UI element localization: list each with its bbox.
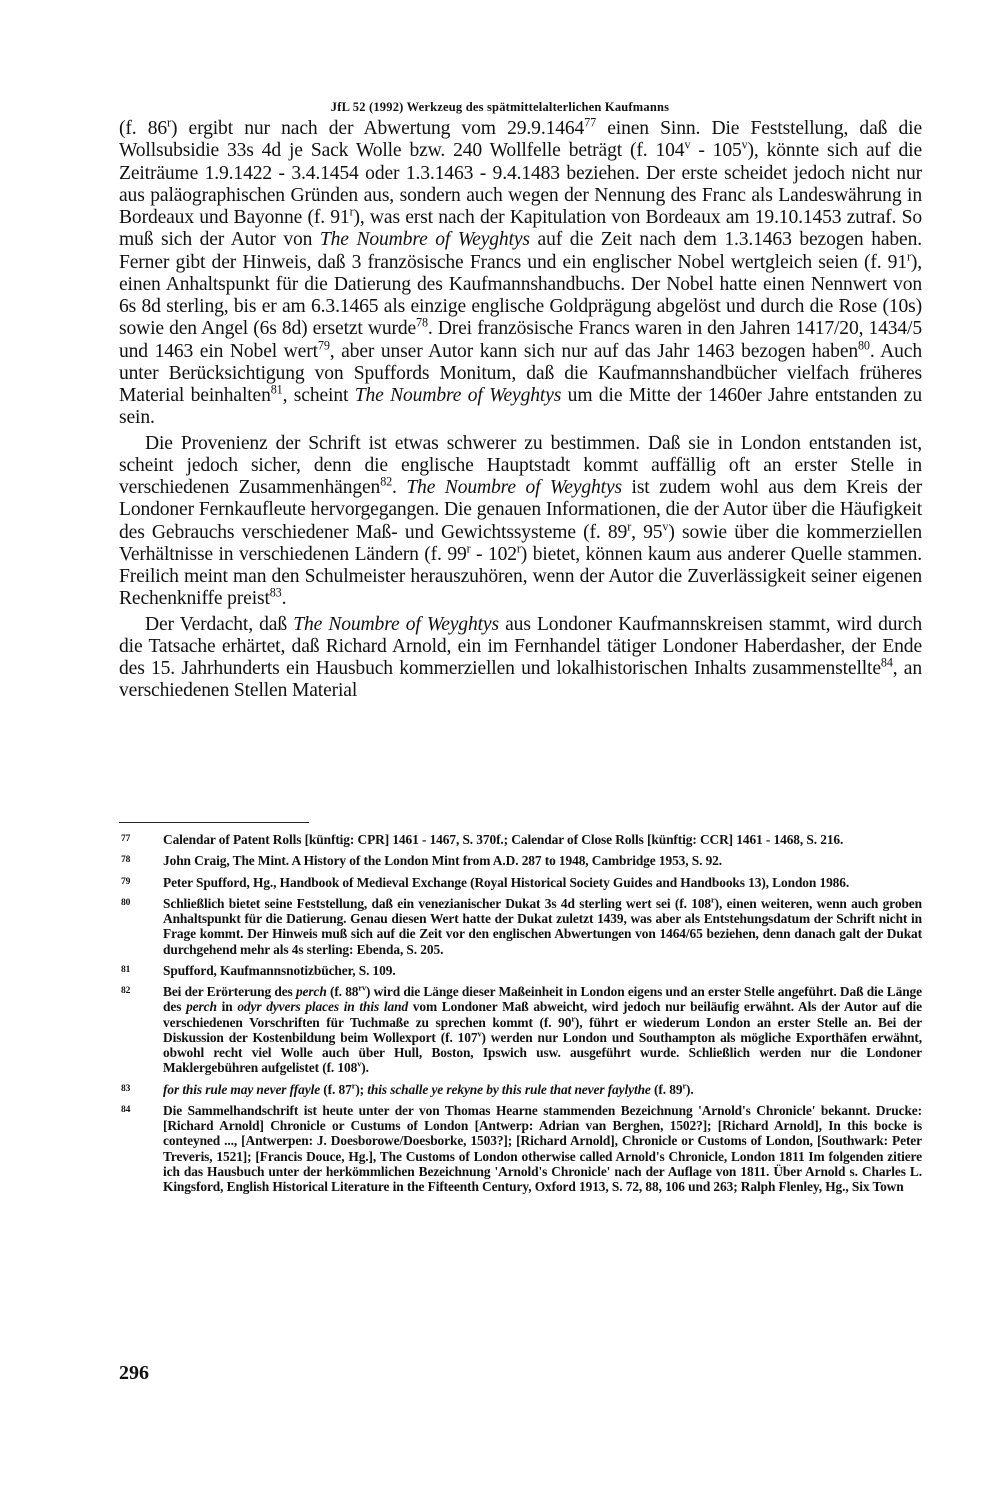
paragraph xyxy=(119,433,922,611)
text-run: ) ergibt nur nach der Abwertung vom 29.9.1464 xyxy=(170,118,585,139)
text-run: ). xyxy=(361,1060,369,1076)
text-run: Schließlich bietet seine Feststellung, daß ein venezianischer Dukat 3s 4d sterling wert sei (f. 108 xyxy=(163,895,712,911)
superscript: r xyxy=(627,518,632,533)
superscript: r xyxy=(571,1014,575,1024)
text-run: (f. 87 xyxy=(320,1081,352,1097)
superscript: v xyxy=(662,518,669,533)
footnote-text xyxy=(163,875,922,890)
text-run: . Drei französische Francs waren in den Jahren 1417/20, 1434/5 und 1463 ein Nobel wert xyxy=(119,318,922,362)
superscript: r xyxy=(349,204,354,219)
footnote xyxy=(119,963,922,978)
text-run: . xyxy=(281,588,287,610)
superscript: 84 xyxy=(880,655,893,670)
footnote xyxy=(119,853,922,868)
text-run: ), könnte sich auf die Zeiträume 1.9.1422 - 3.4.1454 oder 1.3.1463 - 9.4.1483 beziehen. Der erste scheidet jedoch nicht nur aus paläographischen Gründen aus, sondern auch wegen der Nennung des Franc als Landeswährung in Bordeaux und Bayonne (f. 91 xyxy=(119,140,923,228)
footnote-text xyxy=(163,963,922,978)
footnote xyxy=(119,832,922,847)
text-run: ), was erst nach der Kapitulation von Bordeaux am 19.10.1453 zutraf. So muß sich der Autor von xyxy=(119,207,922,251)
superscript: r xyxy=(516,541,521,556)
italic-text: The Noumbre of Weyghtys xyxy=(293,613,499,635)
footnote-number: 77 xyxy=(121,834,131,844)
superscript: 78 xyxy=(416,315,428,330)
italic-text: The Noumbre of Weyghtys xyxy=(406,477,622,498)
superscript: r xyxy=(351,1081,356,1091)
superscript: r xyxy=(466,541,471,556)
paragraph xyxy=(119,614,922,703)
italic-text: odyr dyvers places in this land xyxy=(237,999,409,1015)
text-run: ) bietet, können kaum aus anderer Quelle stammen. Freilich meint man den Schulmeister herauszuhören, wenn der Autor die Zuverlässigkeit seiner eigenen Rechenkniffe preist xyxy=(119,543,922,610)
footnote-number: 83 xyxy=(121,1083,131,1094)
footnote-text xyxy=(163,832,922,847)
superscript: v xyxy=(477,1029,482,1039)
superscript: r xyxy=(167,115,171,130)
text-run: ), einen weiteren, wenn auch groben Anhaltspunkt für die Datierung. Genau diesen Wert hatte der Dukat zuletzt 1439, was aber als Entstehungsdatum der Schrift nicht in Frage kommt. Der Hinweis muß sich auf die Zeit vor den englischen Abwertungen von 1464/65 beziehen, denn danach galt der Dukat durchgehend mehr als 4s sterling: Ebenda, S. 205. xyxy=(163,895,922,957)
body-text xyxy=(119,115,923,703)
footnotes xyxy=(119,832,922,1200)
running-head: JfL 52 (1992) Werkzeug des spätmittelalterlichen Kaufmanns xyxy=(330,100,670,114)
page-number: 296 xyxy=(119,1362,149,1384)
text-run: ist zudem wohl aus dem Kreis der Londoner Fernkaufleute hervorgegangen. Die genauen Informationen, die der Autor über die Häufigkeit des Gebrauchs verschiedener Maß- und Gewichtssysteme (f. 89 xyxy=(119,477,923,543)
text-run: ). xyxy=(686,1081,694,1097)
superscript: 83 xyxy=(269,585,282,600)
text-run: , an verschiedenen Stellen Material xyxy=(119,658,923,702)
superscript: v xyxy=(741,137,748,152)
text-run: ), führt er wiederum London an erster Stelle an. Bei der Diskussion der Kostenbildung beim Wollexport (f. 107 xyxy=(163,1014,922,1045)
footnote-number: 82 xyxy=(121,986,131,996)
footnote-number: 84 xyxy=(121,1104,131,1115)
text-run: Der Verdacht, daß xyxy=(145,613,294,635)
text-run: ) sowie über die kommerziellen Verhältnisse in verschiedenen Ländern (f. 99 xyxy=(119,521,922,565)
footnote-text xyxy=(163,1103,922,1195)
text-run: Calendar of Patent Rolls [künftig: CPR] 1461 - 1467, S. 370f.; Calendar of Close Rolls [künftig: CCR] 1461 - 1468, S. 216. xyxy=(163,832,844,847)
text-run: Bei der Erörterung des xyxy=(163,984,296,999)
text-run: Die Sammelhandschrift ist heute unter der von Thomas Hearne stammenden Bezeichnung 'Arnold's Chronicle' bekannt. Drucke: [Richard Arnold] Chronicle or Custums of London [Antwerp: Adrian van Berghen, 1502?]; [Richard Arnold], In this bocke is conteyned ..., [Antwerpen: J. Doesborowe/Doesborke, 1503?]; [Richard Arnold], Chronicle or Customs of London, [Southwark: Peter Treveris, 1521]; [Francis Douce, Hg.], The Customs of London otherwise called Arnold's Chronicle, London 1811 Im folgenden zitiere ich das Hausbuch unter der herkömmlichen Bezeichnung 'Arnold's Chronicle' nach der Auflage von 1811. Über Arnold s. Charles L. Kingsford, English Historical Literature in the Fifteenth Century, Oxford 1913, S. 72, 88, 106 und 263; Ralph Flenley, Hg., Six Town xyxy=(163,1102,922,1194)
text-run: (f. 89 xyxy=(650,1081,683,1097)
footnote xyxy=(119,1082,922,1097)
footnote-text xyxy=(163,984,922,1076)
footnote-number: 81 xyxy=(121,964,131,975)
footnote-number: 79 xyxy=(121,876,131,887)
text-run: in xyxy=(216,999,238,1015)
text-run: (f. 88 xyxy=(326,984,359,999)
footnote-text xyxy=(163,1082,922,1097)
paragraph xyxy=(119,115,923,430)
text-run: , 95 xyxy=(631,521,663,543)
footnote xyxy=(119,1103,922,1195)
footnote-separator xyxy=(119,822,309,823)
superscript: 81 xyxy=(270,382,283,397)
text-run: , scheint xyxy=(282,385,355,406)
text-run: - 102 xyxy=(470,543,517,565)
footnote-number: 78 xyxy=(121,855,131,866)
text-run: , aber unser Autor kann sich nur auf das Jahr 1463 bezogen haben xyxy=(329,340,859,362)
superscript: rv xyxy=(358,983,367,993)
text-run: ), einen Anhaltspunkt für die Datierung des Kaufmannshandbuchs. Der Nobel hatte einen Nennwert von 6s 8d sterling, bis er am 6.3.1465 als einzige englische Goldprägung abgelöst und durch die Rose (10s) sowie den Angel (6s 8d) ersetzt wurde xyxy=(119,251,922,340)
italic-text: perch xyxy=(295,984,327,999)
text-run: Die Provenienz der Schrift ist etwas schwerer zu bestimmen. Daß sie in London entstanden ist, scheint jedoch sicher, denn die englische Hauptstadt kommt auffällig oft an erster Stelle in verschiedenen Zusammenhängen xyxy=(119,432,922,498)
superscript: r xyxy=(682,1081,687,1091)
text-run: ) werden nur London und Southampton als mögliche Exporthäfen erwähnt, obwohl recht viel Wolle auch über Hull, Boston, Ipswich usw. ausgeführt wurde. Schließlich werden nur die Londoner Maklergebühren aufgelistet (f. 108 xyxy=(163,1029,922,1076)
footnote-text xyxy=(163,853,922,868)
footnote xyxy=(119,875,922,890)
italic-text: for this rule may never ffayle xyxy=(163,1081,321,1097)
superscript: v xyxy=(684,137,691,152)
text-run: Peter Spufford, Hg., Handbook of Medieval Exchange (Royal Historical Society Guides and Handbooks 13), London 1986. xyxy=(163,874,850,890)
text-run: . xyxy=(392,477,407,498)
superscript: 77 xyxy=(584,115,596,130)
text-run: John Craig, The Mint. A History of the London Mint from A.D. 287 to 1948, Cambridge 1953, S. 92. xyxy=(163,853,723,869)
footnote xyxy=(119,984,922,1076)
text-run: Spufford, Kaufmannsnotizbücher, S. 109. xyxy=(163,962,396,978)
text-run: einen Sinn. Die Feststellung, daß die Wollsubsidie 33s 4d je Sack Wolle bzw. 240 Wollfelle beträgt (f. 104 xyxy=(119,118,922,162)
text-run: ); xyxy=(355,1081,368,1097)
text-run: aus Londoner Kaufmannskreisen stammt, wird durch die Tatsache erhärtet, daß Richard Arnold, ein im Fernhandel tätiger Londoner Haberdasher, der Ende des 15. Jahrhunderts ein Hausbuch kommerziellen und lokalhistorischen Inhalts zusammenstellte xyxy=(119,613,922,679)
text-run: um die Mitte der 1460er Jahre entstanden zu sein. xyxy=(119,385,922,429)
footnote xyxy=(119,896,922,957)
italic-text: this schalle ye rekyne by this rule that never faylythe xyxy=(367,1081,651,1097)
text-run: . Auch unter Berücksichtigung von Spuffords Monitum, daß die Kaufmannshandbücher vielfach früheres Material beinhalten xyxy=(119,340,922,406)
superscript: 80 xyxy=(858,337,870,352)
text-run: auf die Zeit nach dem 1.3.1463 bezogen haben. Ferner gibt der Hinweis, daß 3 französische Francs und ein englischer Nobel wertgleich seien (f. 91 xyxy=(119,229,922,273)
text-run: - 105 xyxy=(690,140,742,162)
text-run: (f. 86 xyxy=(119,118,168,139)
text-run: vom Londoner Maß abweicht, wird jedoch nur beiläufig erwähnt. Als der Autor auf die verschiedenen Vorschriften für Tuchmaße zu sprechen kommt (f. 90 xyxy=(163,999,922,1030)
superscript: 82 xyxy=(380,474,393,489)
italic-text: The Noumbre of Weyghtys xyxy=(354,385,562,406)
superscript: r xyxy=(711,895,715,905)
footnote-number: 80 xyxy=(121,897,131,908)
footnote-text xyxy=(163,896,922,957)
text-run: ) wird die Länge dieser Maßeinheit in London eigens und an erster Stelle angeführt. Daß die Länge des xyxy=(163,984,922,1015)
italic-text: The Noumbre of Weyghtys xyxy=(319,229,530,251)
italic-text: perch xyxy=(186,999,217,1015)
superscript: 79 xyxy=(317,337,330,352)
superscript: v xyxy=(357,1059,362,1069)
superscript: r xyxy=(906,248,911,263)
